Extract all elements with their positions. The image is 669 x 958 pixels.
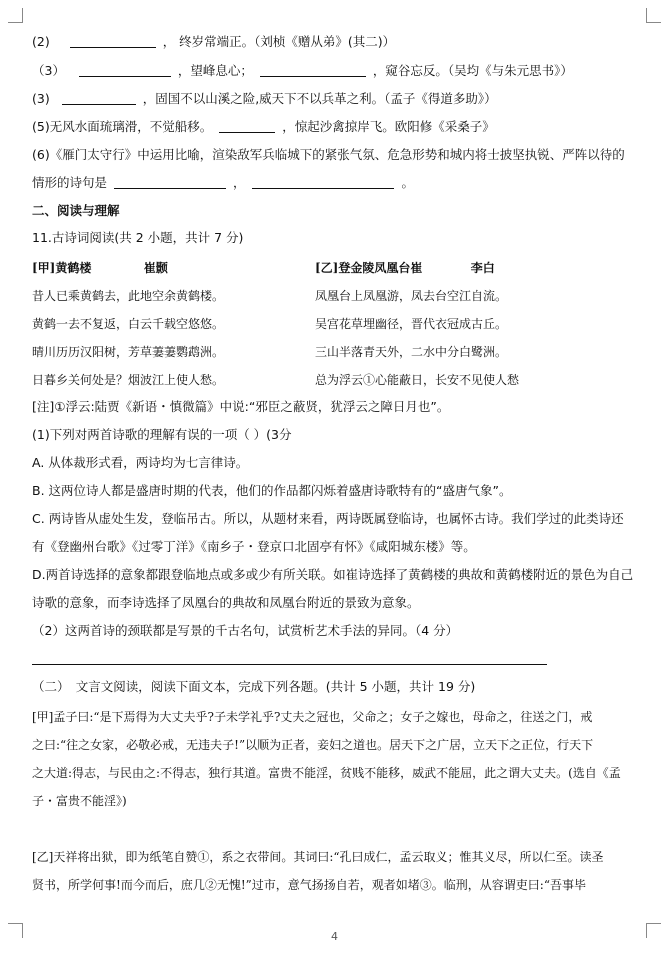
question-5: (5)无风水面琉璃滑，不觉船移。 ，惊起沙禽掠岸飞。欧阳修《采桑子》 [32,119,495,134]
question-11-title: 11.古诗词阅读(共 2 小题，共计 7 分) [32,230,244,245]
answer-blank [260,64,366,77]
passage-yi-line: 贤书，所学何事!而今而后，庶几②无愧!”过市，意气扬扬自若，观者如堵③。临刑，从容谓吏曰:“吾事毕 [32,878,586,892]
question-2: (2) ， 终岁常端正。（刘桢《赠从弟》(其二)） [32,34,396,49]
question-3b: (3) ，固国不以山溪之险,威天下不以兵革之利。（孟子《得道多助》） [32,91,497,106]
annotation-note: [注]①浮云:陆贾《新语・慎微篇》中说:“邪臣之蔽贤，犹浮云之障日月也”。 [32,399,450,414]
sub-question-2: （2）这两首诗的颈联都是写景的千古名句，试赏析艺术手法的异同。（4 分） [32,623,459,638]
poem-a-title: [甲]黄鹤楼 崔颢 [32,261,168,275]
question-3a: （3） ，望峰息心； ，窥谷忘反。（吴均《与朱元思书》） [32,63,573,78]
part-2-title: （二） 文言文阅读，阅读下面文本，完成下列各题。(共计 5 小题，共计 19 分) [32,679,476,694]
poem-b-line: 总为浮云①心能蔽日，长安不见使人愁 [315,373,520,387]
poem-a-line: 日暮乡关何处是？烟波江上使人愁。 [32,373,225,387]
answer-blank [79,64,171,77]
poem-a-line: 昔人已乘黄鹤去，此地空余黄鹤楼。 [32,289,225,303]
passage-jia-line: 之大道:得志，与民由之:不得志，独行其道。富贵不能淫，贫贱不能移，威武不能屈，此之谓大丈夫。(选自《孟 [32,766,621,780]
sub-question-1: (1)下列对两首诗歌的理解有误的一项（ ）(3分 [32,427,292,442]
passage-jia-line: [甲]孟子曰:“是下焉得为大丈夫乎?子未学礼乎?丈夫之冠也，父命之；女子之嫁也，母命之，往送之门，戒 [32,710,593,724]
crop-mark-top-right [646,8,661,23]
option-b: B. 这两位诗人都是盛唐时期的代表，他们的作品都闪烁着盛唐诗歌特有的“盛唐气象”。 [32,483,512,498]
poem-b-line: 三山半落青天外，二水中分白鹭洲。 [315,345,508,359]
poem-b-title: [乙]登金陵凤凰台崔 李白 [315,261,495,275]
poem-a-line: 晴川历历汉阳树，芳草萋萋鹦鹉洲。 [32,345,225,359]
option-d-cont: 诗歌的意象，而李诗选择了凤凰台的典故和凤凰台附近的景致为意象。 [32,595,420,610]
option-d: D.两首诗选择的意象都跟登临地点或多或少有所关联。如崔诗选择了黄鹤楼的典故和黄鹤楼附近的景色为自己 [32,567,634,582]
passage-jia-line: 之曰:“往之女家，必敬必戒，无违夫子!”以顺为正者，妾妇之道也。居天下之广居，立天下之正位，行天下 [32,738,594,752]
poem-b-line: 吴宫花草埋幽径，晋代衣冠成古丘。 [315,317,508,331]
poem-b-line: 凤凰台上凤凰游，凤去台空江自流。 [315,289,508,303]
section-heading: 二、阅读与理解 [32,203,120,218]
answer-blank [62,92,136,105]
option-c-cont: 有《登幽州台歌》《过零丁洋》《南乡子・登京口北固亭有怀》《咸阳城东楼》等。 [32,539,476,554]
page-number: 4 [331,930,338,943]
question-6-line2: 情形的诗句是 ， 。 [32,175,414,190]
answer-blank [219,120,275,133]
option-a: A. 从体裁形式看，两诗均为七言律诗。 [32,455,249,470]
answer-blank [70,35,156,48]
option-c: C. 两诗皆从虚处生发，登临吊古。所以，从题材来看，两诗既属登临诗，也属怀古诗。我们学过的此类诗还 [32,511,624,526]
poem-a-line: 黄鹤一去不复返，白云千载空悠悠。 [32,317,225,331]
answer-blank [114,176,226,189]
answer-line [32,664,547,665]
crop-mark-top-left [8,8,23,23]
passage-jia-line: 子・富贵不能淫》) [32,794,127,808]
answer-blank [252,176,394,189]
passage-yi-line: [乙]天祥将出狱，即为纸笔自赞①，系之衣带间。其词曰:“孔曰成仁，孟云取义；惟其义尽，所以仁至。读圣 [32,850,604,864]
question-6-line1: (6)《雁门太守行》中运用比喻，渲染敌军兵临城下的紧张气氛、危急形势和城内将士披坚执锐、严阵以待的 [32,147,625,162]
